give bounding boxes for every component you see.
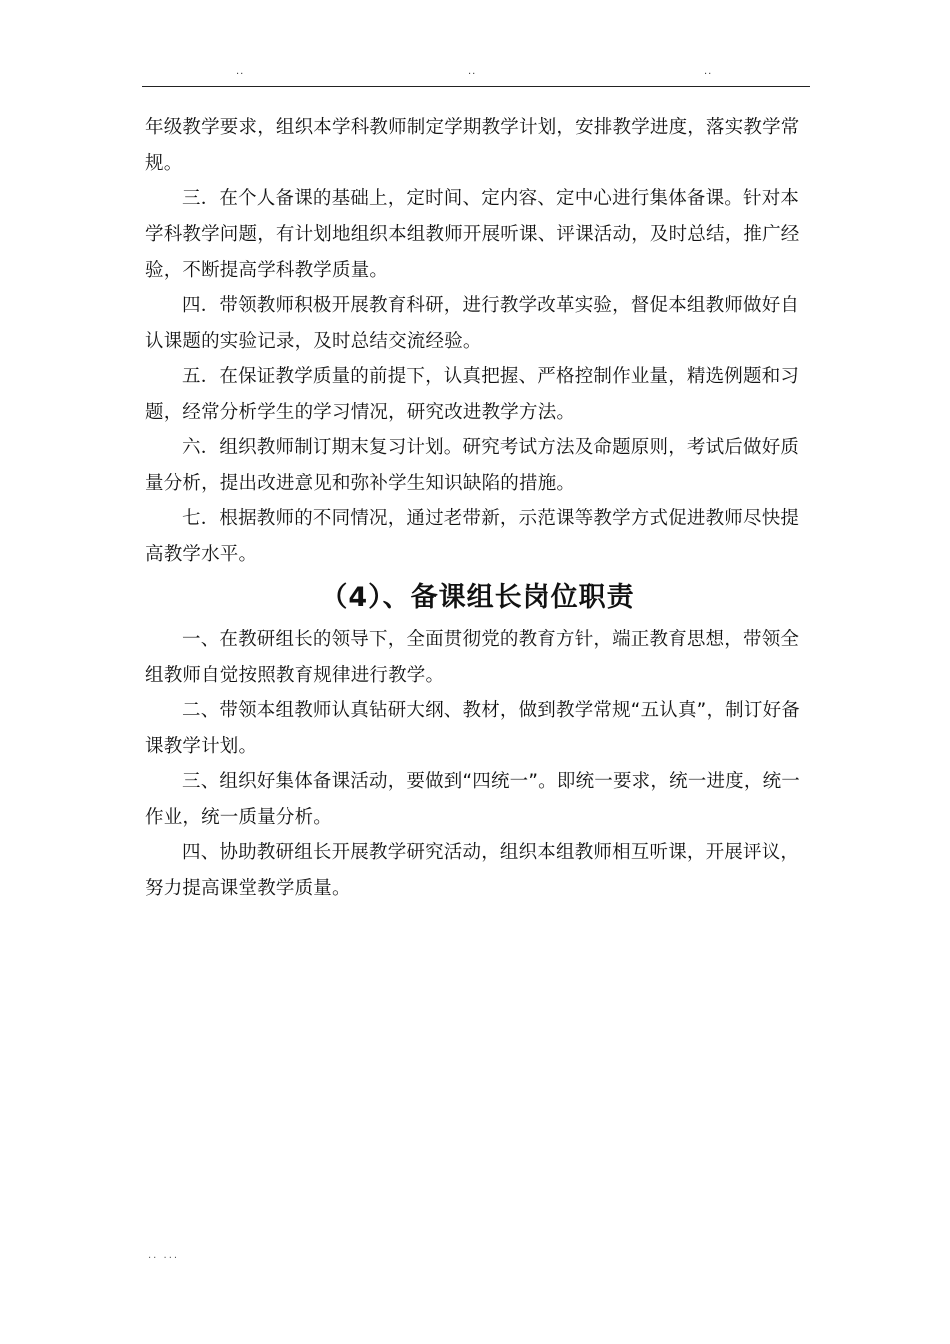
paragraph-continued: 年级教学要求，组织本学科教师制定学期教学计划，安排教学进度，落实教学常规。 <box>145 117 800 174</box>
header-rule <box>142 86 810 87</box>
page-header <box>0 66 950 82</box>
paragraph-item-6: 六．组织教师制订期末复习计划。研究考试方法及命题原则，考试后做好质量分析，提出改进意见和弥补学生知识缺陷的措施。 <box>145 437 800 494</box>
paragraph-item-4: 四．带领教师积极开展教育科研，进行教学改革实验，督促本组教师做好自认课题的实验记录，及时总结交流经验。 <box>145 295 800 352</box>
document-body <box>145 110 810 906</box>
header-mark-left: .. <box>236 66 245 77</box>
duty-item-3: 三、组织好集体备课活动，要做到“四统一”。即统一要求，统一进度，统一作业，统一质量分析。 <box>145 771 800 828</box>
page-footer: .. ... <box>148 1250 180 1261</box>
header-mark-right: .. <box>704 66 713 77</box>
duty-item-1: 一、在教研组长的领导下，全面贯彻党的教育方针，端正教育思想，带领全组教师自觉按照教育规律进行教学。 <box>145 629 800 686</box>
duty-item-2: 二、带领本组教师认真钻研大纲、教材，做到教学常规“五认真”，制订好备课教学计划。 <box>145 700 800 757</box>
paragraph-item-5: 五．在保证教学质量的前提下，认真把握、严格控制作业量，精选例题和习题，经常分析学生的学习情况，研究改进教学方法。 <box>145 366 800 423</box>
paragraph-item-7: 七．根据教师的不同情况，通过老带新，示范课等教学方式促进教师尽快提高教学水平。 <box>145 508 800 565</box>
paragraph-item-3: 三．在个人备课的基础上，定时间、定内容、定中心进行集体备课。针对本学科教学问题，有计划地组织本组教师开展听课、评课活动，及时总结，推广经验，不断提高学科教学质量。 <box>145 188 800 281</box>
header-mark-center: .. <box>468 66 477 77</box>
duty-item-4: 四、协助教研组长开展教学研究活动，组织本组教师相互听课，开展评议，努力提高课堂教学质量。 <box>145 842 800 899</box>
section-title: （4）、备课组长岗位职责 <box>320 582 635 613</box>
